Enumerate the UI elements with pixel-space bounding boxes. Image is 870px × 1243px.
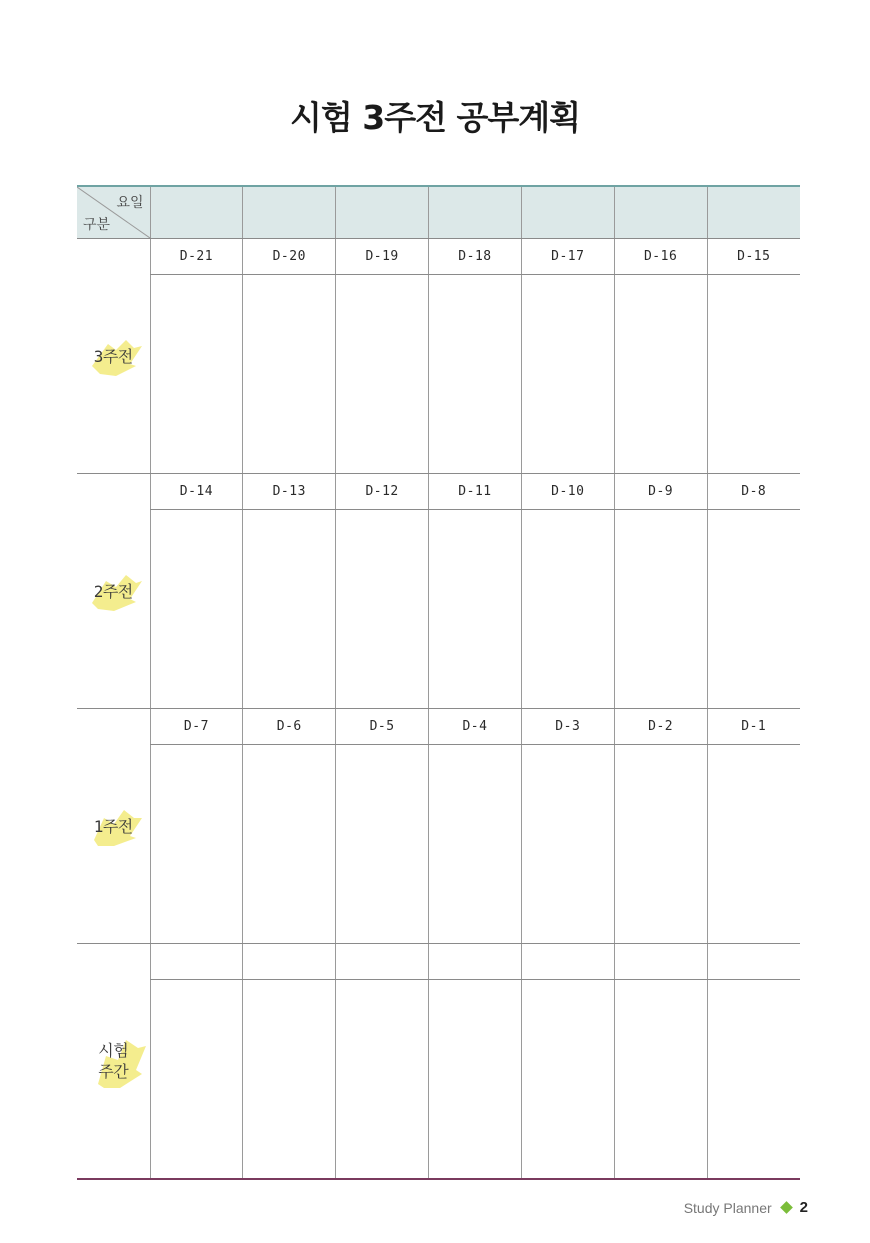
plan-cell[interactable] — [150, 745, 243, 944]
dday-label: D-9 — [614, 474, 707, 510]
week-label-cell — [77, 944, 150, 1180]
weekday-header-label: 요일 — [116, 195, 144, 211]
plan-cell[interactable] — [707, 275, 800, 474]
dday-label: D-4 — [429, 709, 522, 745]
dday-label: D-17 — [521, 239, 614, 275]
weekday-input-cell[interactable] — [336, 186, 429, 239]
dday-input-cell[interactable] — [150, 944, 243, 980]
plan-cell[interactable] — [521, 275, 614, 474]
plan-cell[interactable] — [336, 745, 429, 944]
plan-cell[interactable] — [429, 745, 522, 944]
plan-cell[interactable] — [707, 980, 800, 1180]
page-number: 2 — [799, 1199, 808, 1216]
dday-input-cell[interactable] — [707, 944, 800, 980]
dday-label: D-15 — [707, 239, 800, 275]
dday-label: D-12 — [336, 474, 429, 510]
week-label-text: 주간 — [98, 1062, 129, 1081]
plan-cell[interactable] — [150, 275, 243, 474]
dday-label: D-2 — [614, 709, 707, 745]
plan-cell[interactable] — [336, 510, 429, 709]
plan-cell[interactable] — [429, 275, 522, 474]
week-label — [94, 581, 133, 602]
week-label-cell — [77, 474, 150, 709]
dday-label: D-20 — [243, 239, 336, 275]
dday-label: D-3 — [521, 709, 614, 745]
plan-cell[interactable] — [150, 510, 243, 709]
plan-row — [77, 510, 800, 709]
plan-cell[interactable] — [243, 980, 336, 1180]
week-label — [94, 346, 133, 367]
weekday-input-cell[interactable] — [707, 186, 800, 239]
plan-cell[interactable] — [243, 275, 336, 474]
dday-input-cell[interactable] — [429, 944, 522, 980]
plan-cell[interactable] — [336, 980, 429, 1180]
dday-row — [77, 944, 800, 980]
dday-label: D-5 — [336, 709, 429, 745]
category-header-label: 구분 — [83, 217, 111, 233]
plan-cell[interactable] — [243, 510, 336, 709]
header-corner-cell — [77, 186, 150, 239]
footer-title: Study Planner — [683, 1199, 772, 1216]
week-label-cell — [77, 709, 150, 944]
weekday-input-cell[interactable] — [614, 186, 707, 239]
plan-cell[interactable] — [614, 745, 707, 944]
diamond-icon — [780, 1201, 793, 1214]
dday-input-cell[interactable] — [243, 944, 336, 980]
plan-row — [77, 275, 800, 474]
week-label-text: 시험 — [98, 1041, 129, 1060]
weekday-input-cell[interactable] — [150, 186, 243, 239]
plan-cell[interactable] — [614, 275, 707, 474]
dday-row — [77, 709, 800, 745]
plan-row — [77, 980, 800, 1180]
plan-cell[interactable] — [429, 980, 522, 1180]
dday-label: D-14 — [150, 474, 243, 510]
dday-label: D-11 — [429, 474, 522, 510]
week-label — [98, 1040, 128, 1082]
dday-label: D-1 — [707, 709, 800, 745]
page-footer — [684, 1199, 808, 1216]
dday-label: D-8 — [707, 474, 800, 510]
dday-label: D-18 — [429, 239, 522, 275]
highlighter-mark — [90, 1030, 150, 1092]
week-label — [94, 816, 133, 837]
dday-label: D-16 — [614, 239, 707, 275]
week-label-cell — [77, 239, 150, 474]
weekday-input-cell[interactable] — [429, 186, 522, 239]
plan-cell[interactable] — [707, 510, 800, 709]
study-plan-table — [77, 185, 800, 1180]
dday-row — [77, 474, 800, 510]
dday-input-cell[interactable] — [336, 944, 429, 980]
page-title: 시험 3주전 공부계획 — [290, 98, 580, 137]
plan-cell[interactable] — [521, 510, 614, 709]
dday-input-cell[interactable] — [614, 944, 707, 980]
plan-cell[interactable] — [614, 510, 707, 709]
weekday-header-row — [77, 186, 800, 239]
plan-cell[interactable] — [243, 745, 336, 944]
plan-cell[interactable] — [336, 275, 429, 474]
dday-label: D-21 — [150, 239, 243, 275]
plan-cell[interactable] — [429, 510, 522, 709]
dday-label: D-19 — [336, 239, 429, 275]
plan-cell[interactable] — [521, 745, 614, 944]
weekday-input-cell[interactable] — [243, 186, 336, 239]
dday-row — [77, 239, 800, 275]
week-label-text: 2주전 — [93, 581, 133, 601]
dday-label: D-6 — [243, 709, 336, 745]
plan-row — [77, 745, 800, 944]
dday-label: D-10 — [521, 474, 614, 510]
dday-label: D-13 — [243, 474, 336, 510]
plan-cell[interactable] — [614, 980, 707, 1180]
plan-cell[interactable] — [707, 745, 800, 944]
plan-cell[interactable] — [521, 980, 614, 1180]
week-label-text: 3주전 — [93, 346, 133, 366]
weekday-input-cell[interactable] — [521, 186, 614, 239]
dday-input-cell[interactable] — [521, 944, 614, 980]
dday-label: D-7 — [150, 709, 243, 745]
week-label-text: 1주전 — [93, 816, 133, 836]
plan-cell[interactable] — [150, 980, 243, 1180]
